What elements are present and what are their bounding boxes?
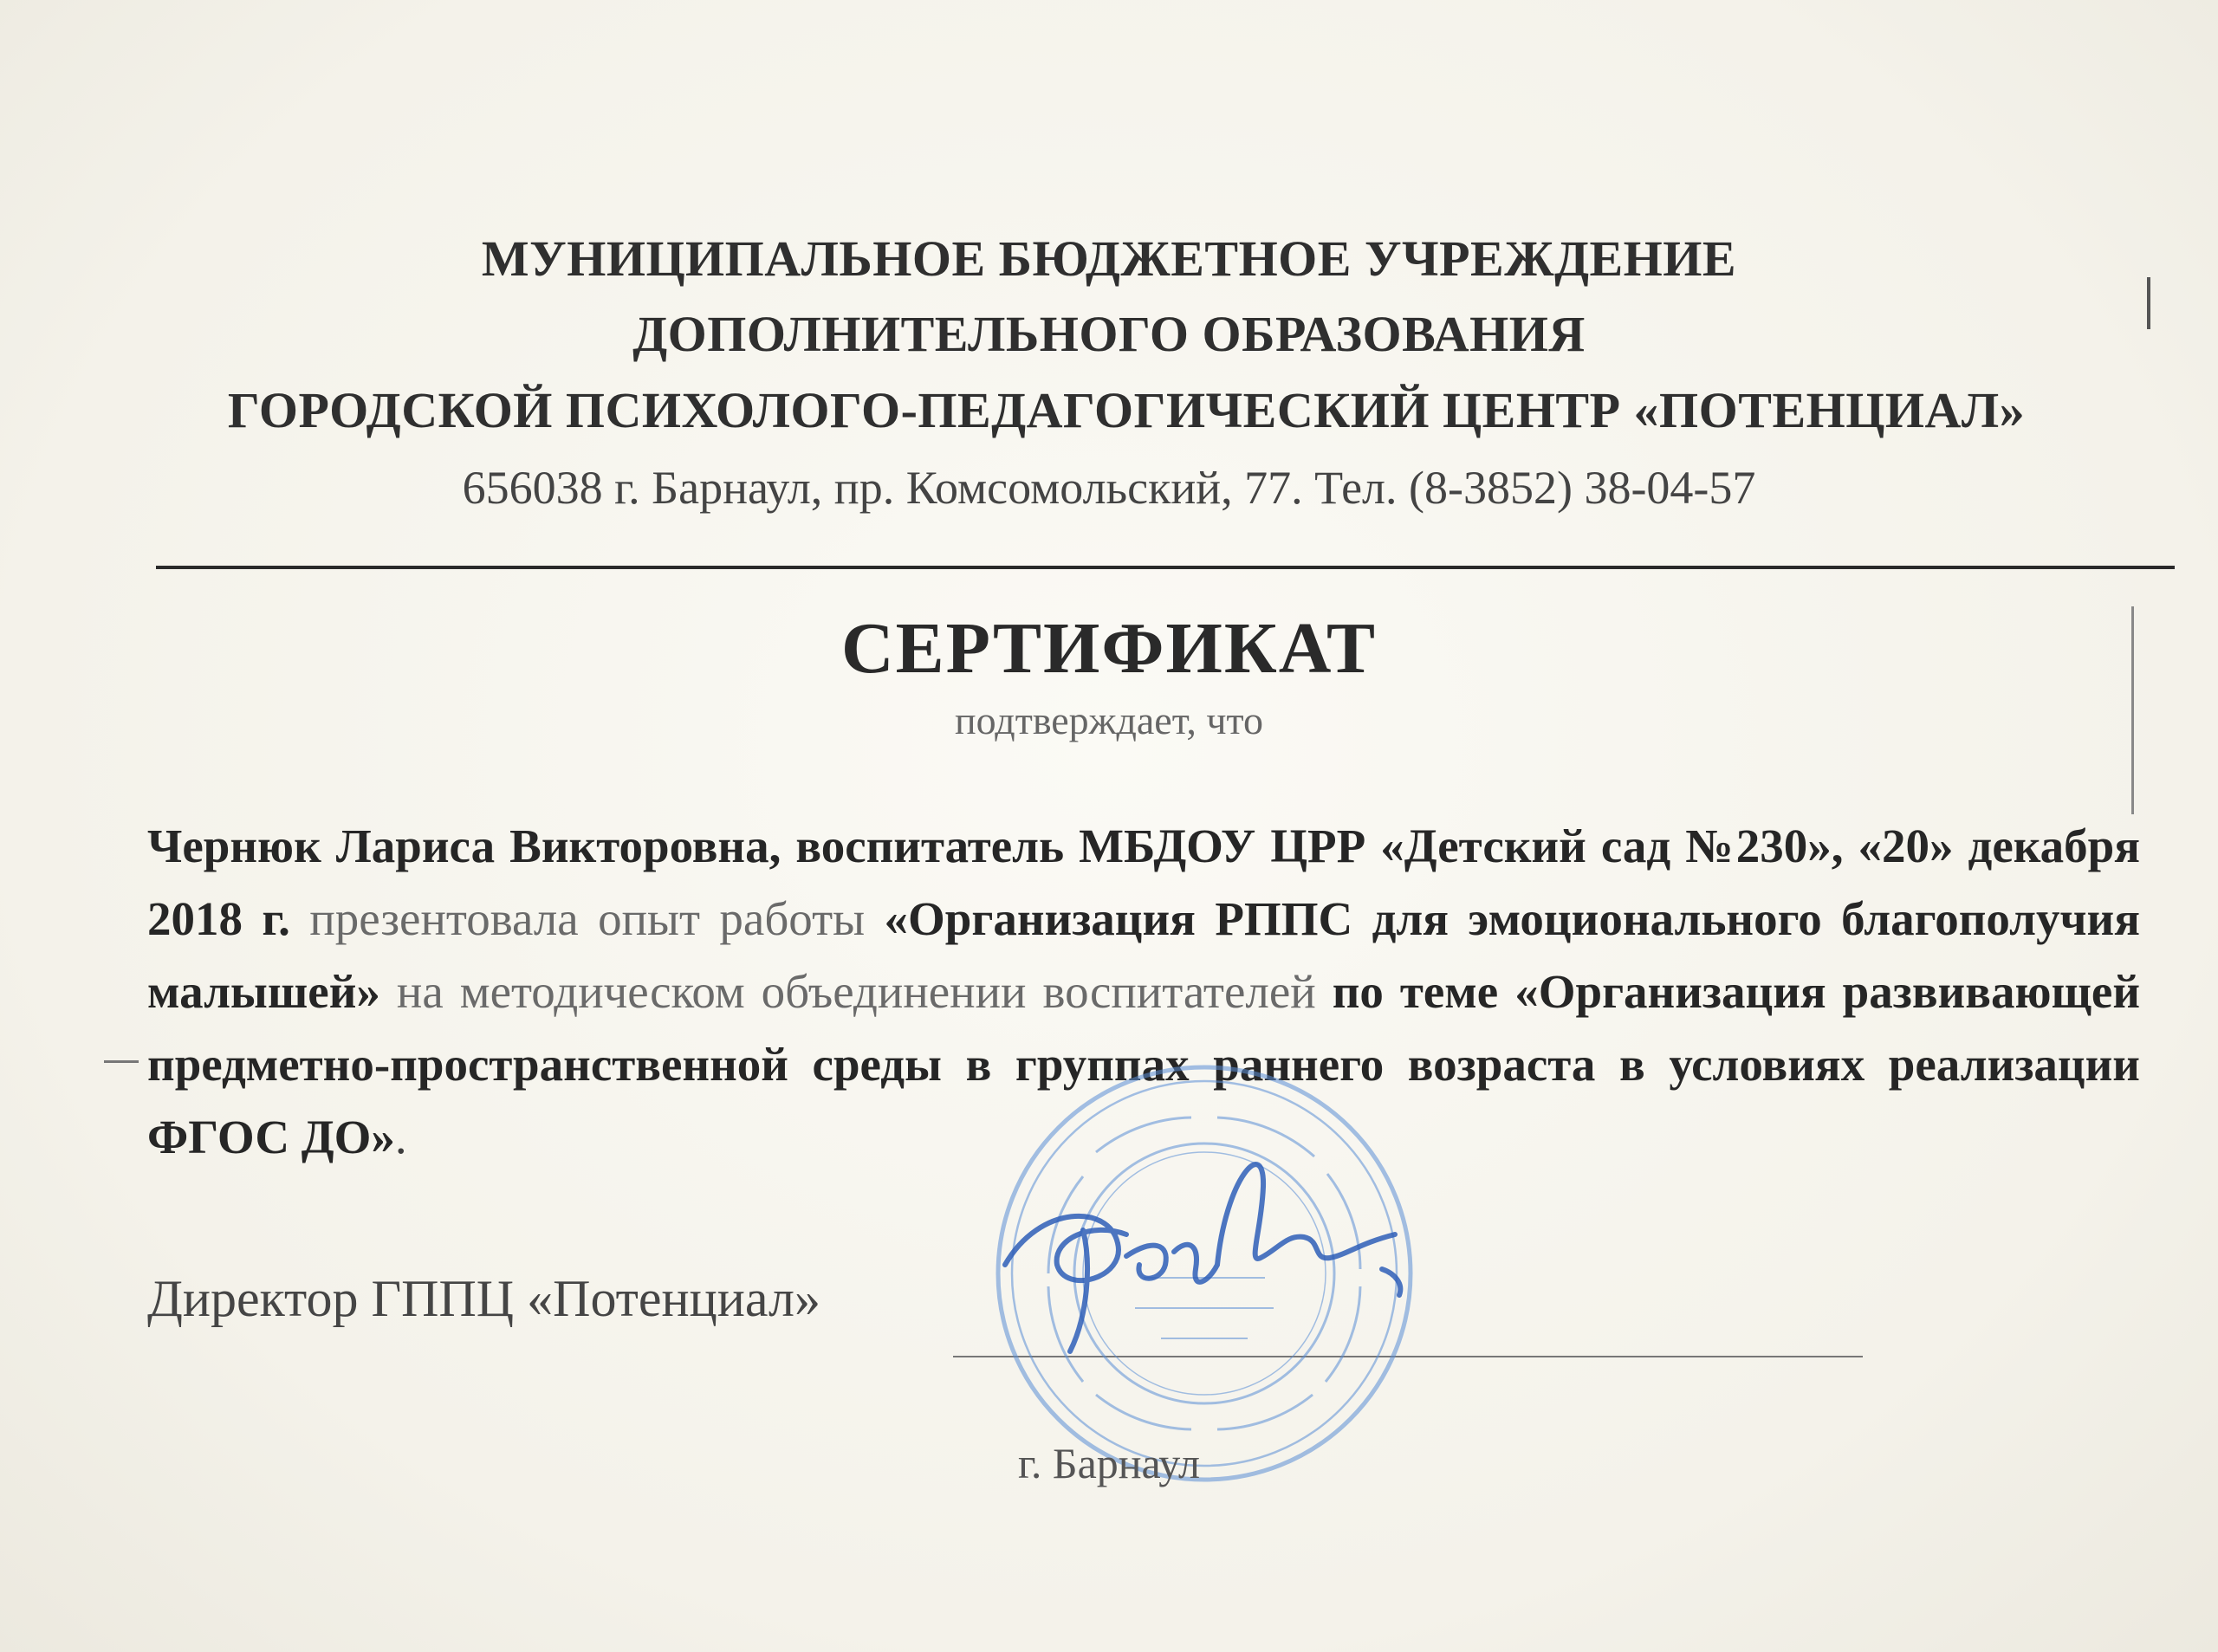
scan-artifact-mark <box>2131 606 2134 814</box>
action-text: презентовала опыт работы <box>309 892 866 945</box>
body-end: . <box>394 1111 407 1163</box>
certificate-title: СЕРТИФИКАТ <box>840 608 1378 689</box>
signature-label: Директор ГППЦ «Потенциал» <box>147 1270 820 1327</box>
event-text: на методическом объединении воспитателей <box>396 965 1316 1018</box>
city-label: г. Барнаул <box>1018 1439 1200 1487</box>
scan-artifact-mark <box>104 1060 139 1063</box>
event-date: «20» декабря 2018 г. <box>147 820 2140 945</box>
certificate-subtitle: подтверждает, что <box>955 698 1263 742</box>
theme-intro: по теме <box>1332 965 1499 1018</box>
header-divider <box>156 566 2175 569</box>
institution-address: 656038 г. Барнаул, пр. Комсомольский, 77. Тел. (8-3852) 38-04-57 <box>462 462 1756 514</box>
presentation-topic: «Организация РППС для эмоционального благополучия малышей» <box>147 892 2140 1018</box>
event-theme: «Организация развивающей предметно-пространственной среды в группах раннего возраста в условиях реализации ФГОС ДО» <box>147 965 2141 1163</box>
recipient-name-role: Чернюк Лариса Викторовна, воспитатель МБДОУ ЦРР «Детский сад №230», <box>147 820 1844 872</box>
official-stamp <box>988 1057 1421 1490</box>
scan-artifact-mark <box>2147 277 2150 329</box>
institution-name-line-2: ДОПОЛНИТЕЛЬНОГО ОБРАЗОВАНИЯ <box>632 306 1586 362</box>
institution-name-line-3: ГОРОДСКОЙ ПСИХОЛОГО-ПЕДАГОГИЧЕСКИЙ ЦЕНТР «ПОТЕНЦИАЛ» <box>227 382 2026 438</box>
institution-name-line-1: МУНИЦИПАЛЬНОЕ БЮДЖЕТНОЕ УЧРЕЖДЕНИЕ <box>481 230 1737 287</box>
